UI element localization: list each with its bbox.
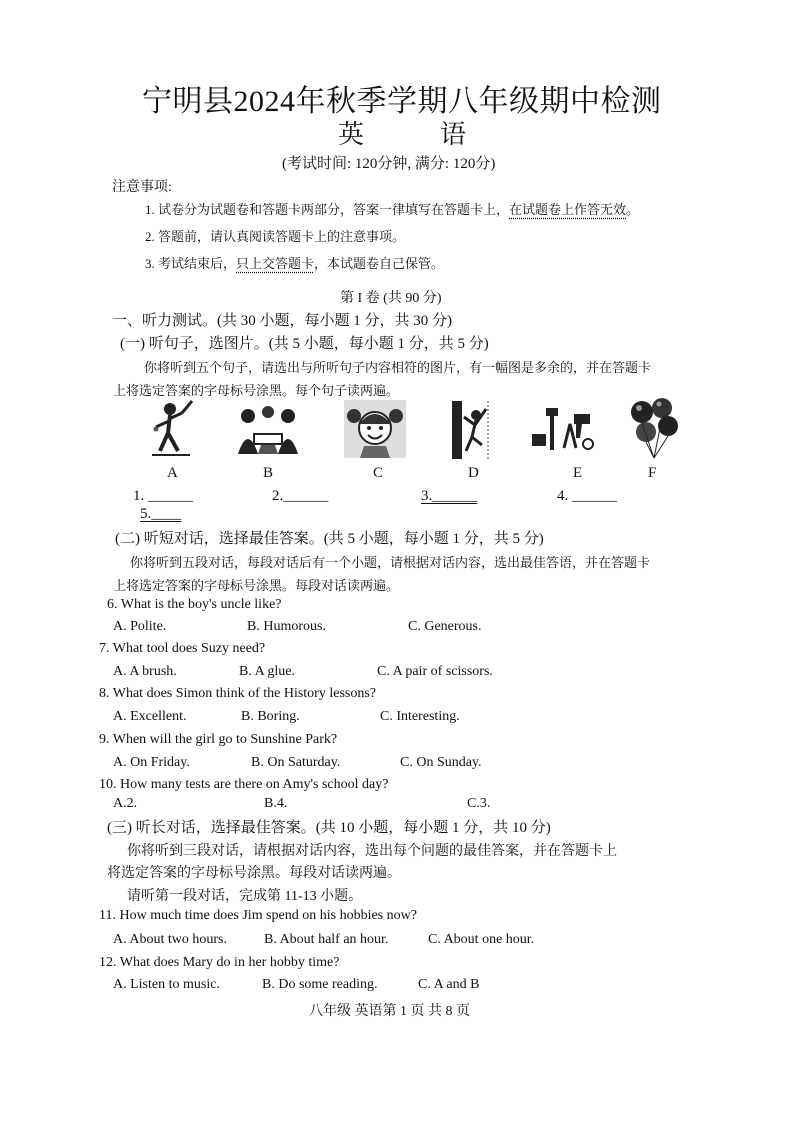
rock-climbing-icon: [452, 401, 492, 459]
subject-char-2: 语: [440, 120, 467, 149]
question-11-option-a: A. About two hours.: [113, 932, 227, 947]
group-of-people-icon: [236, 404, 300, 456]
note-item-1-part-c: 。: [626, 202, 640, 217]
part3-instruction-1: 你将听到三段对话，请根据对话内容，选出每个问题的最佳答案，并在答题卡上: [127, 844, 617, 859]
question-10-option-c: C.3.: [467, 796, 491, 811]
part2-instruction-1: 你将听到五段对话，每段对话后有一个小题，请根据对话内容，选出最佳答语，并在答题卡: [130, 555, 651, 570]
note-item-1-part-a: 1. 试卷分为试题卷和答题卡两部分，答案一律填写在答题卡上，: [145, 202, 510, 217]
exam-info: (考试时间: 120分钟, 满分: 120分): [282, 156, 496, 172]
question-8-option-c: C. Interesting.: [380, 709, 460, 724]
picture-label-c: C: [373, 465, 384, 481]
question-6: 6. What is the boy's uncle like?: [107, 597, 282, 612]
picture-f: [628, 398, 680, 460]
question-11-option-c: C. About one hour.: [428, 932, 535, 947]
picture-c: [344, 400, 406, 458]
question-7-option-c: C. A pair of scissors.: [377, 664, 493, 679]
question-6-option-b: B. Humorous.: [247, 619, 326, 634]
question-7: 7. What tool does Suzy need?: [99, 641, 266, 656]
picture-b: [236, 404, 300, 456]
note-item-3-part-a: 3. 考试结束后，: [145, 256, 237, 271]
note-item-3: [145, 253, 444, 272]
picture-label-b: B: [263, 465, 274, 481]
question-12-option-b: B. Do some reading.: [262, 977, 378, 992]
note-item-1-emphasis: 在试题卷上作答无效: [509, 202, 627, 217]
page-footer: 八年级 英语第 1 页 共 8 页: [309, 1004, 470, 1019]
baseball-player-icon: [148, 399, 196, 459]
question-8-option-b: B. Boring.: [241, 709, 300, 724]
part2-instruction-2: 上将选定答案的字母标号涂黑。每段对话读两遍。: [113, 578, 400, 593]
answer-blank-1: 1. ______: [133, 488, 193, 504]
part3-heading: (三) 听长对话，选择最佳答案。(共 10 小题，每小题 1 分，共 10 分): [107, 820, 551, 836]
picture-e: [530, 404, 596, 454]
part2-heading: (二) 听短对话，选择最佳答案。(共 5 小题，每小题 1 分，共 5 分): [115, 531, 544, 547]
subject-char-1: 英: [338, 120, 365, 149]
smiling-girl-icon: [344, 400, 406, 458]
question-12-option-c: C. A and B: [418, 977, 480, 992]
part1-instruction-2: 上将选定答案的字母标号涂黑。每个句子读两遍。: [113, 383, 400, 398]
picture-label-f: F: [648, 465, 657, 481]
part3-instruction-3: 请听第一段对话，完成第 11-13 小题。: [127, 889, 363, 904]
question-7-option-a: A. A brush.: [113, 664, 177, 679]
answer-blank-2: 2.______: [272, 488, 329, 504]
part1-heading: (一) 听句子，选图片。(共 5 小题，每小题 1 分，共 5 分): [120, 336, 489, 352]
question-6-option-a: A. Polite.: [113, 619, 167, 634]
question-12-option-a: A. Listen to music.: [113, 977, 220, 992]
question-8-option-a: A. Excellent.: [113, 709, 187, 724]
answer-blank-3: 3.______: [421, 488, 478, 504]
question-9-option-b: B. On Saturday.: [251, 755, 341, 770]
question-11-option-b: B. About half an hour.: [264, 932, 389, 947]
question-9-option-c: C. On Sunday.: [400, 755, 482, 770]
question-10: 10. How many tests are there on Amy's school day?: [99, 777, 389, 792]
picture-label-a: A: [167, 465, 178, 481]
answer-blank-5: 5.____: [140, 506, 182, 522]
question-10-option-b: B.4.: [264, 796, 288, 811]
question-9: 9. When will the girl go to Sunshine Park?: [99, 732, 338, 747]
part1-instruction-1: 你将听到五个句子，请选出与所听句子内容相符的图片，有一幅图是多余的，并在答题卡: [144, 360, 652, 375]
part3-instruction-2: 将选定答案的字母标号涂黑。每段对话读两遍。: [107, 866, 401, 881]
exam-title: 宁明县2024年秋季学期八年级期中检测: [142, 85, 662, 118]
picture-d: [452, 401, 492, 459]
tools-icon: [530, 404, 596, 454]
note-item-3-emphasis: 只上交答题卡: [236, 256, 315, 271]
question-12: 12. What does Mary do in her hobby time?: [99, 955, 340, 970]
question-9-option-a: A. On Friday.: [113, 755, 190, 770]
question-11: 11. How much time does Jim spend on his hobbies now?: [99, 908, 417, 923]
picture-label-d: D: [468, 465, 479, 481]
question-8: 8. What does Simon think of the History lessons?: [99, 686, 376, 701]
answer-blank-4: 4. ______: [557, 488, 617, 504]
picture-a: [148, 399, 196, 459]
note-item-2: 2. 答题前，请认真阅读答题卡上的注意事项。: [145, 229, 406, 244]
volume-heading: 第 I 卷 (共 90 分): [340, 291, 442, 306]
question-6-option-c: C. Generous.: [408, 619, 482, 634]
note-item-1: [145, 199, 639, 218]
balloons-icon: [628, 398, 680, 460]
note-item-3-part-c: ，本试题卷自己保管。: [314, 256, 445, 271]
section1-heading: 一、听力测试。(共 30 小题，每小题 1 分，共 30 分): [112, 313, 452, 329]
notes-heading: 注意事项:: [112, 180, 172, 195]
question-10-option-a: A.2.: [113, 796, 138, 811]
question-7-option-b: B. A glue.: [239, 664, 296, 679]
picture-label-e: E: [573, 465, 583, 481]
